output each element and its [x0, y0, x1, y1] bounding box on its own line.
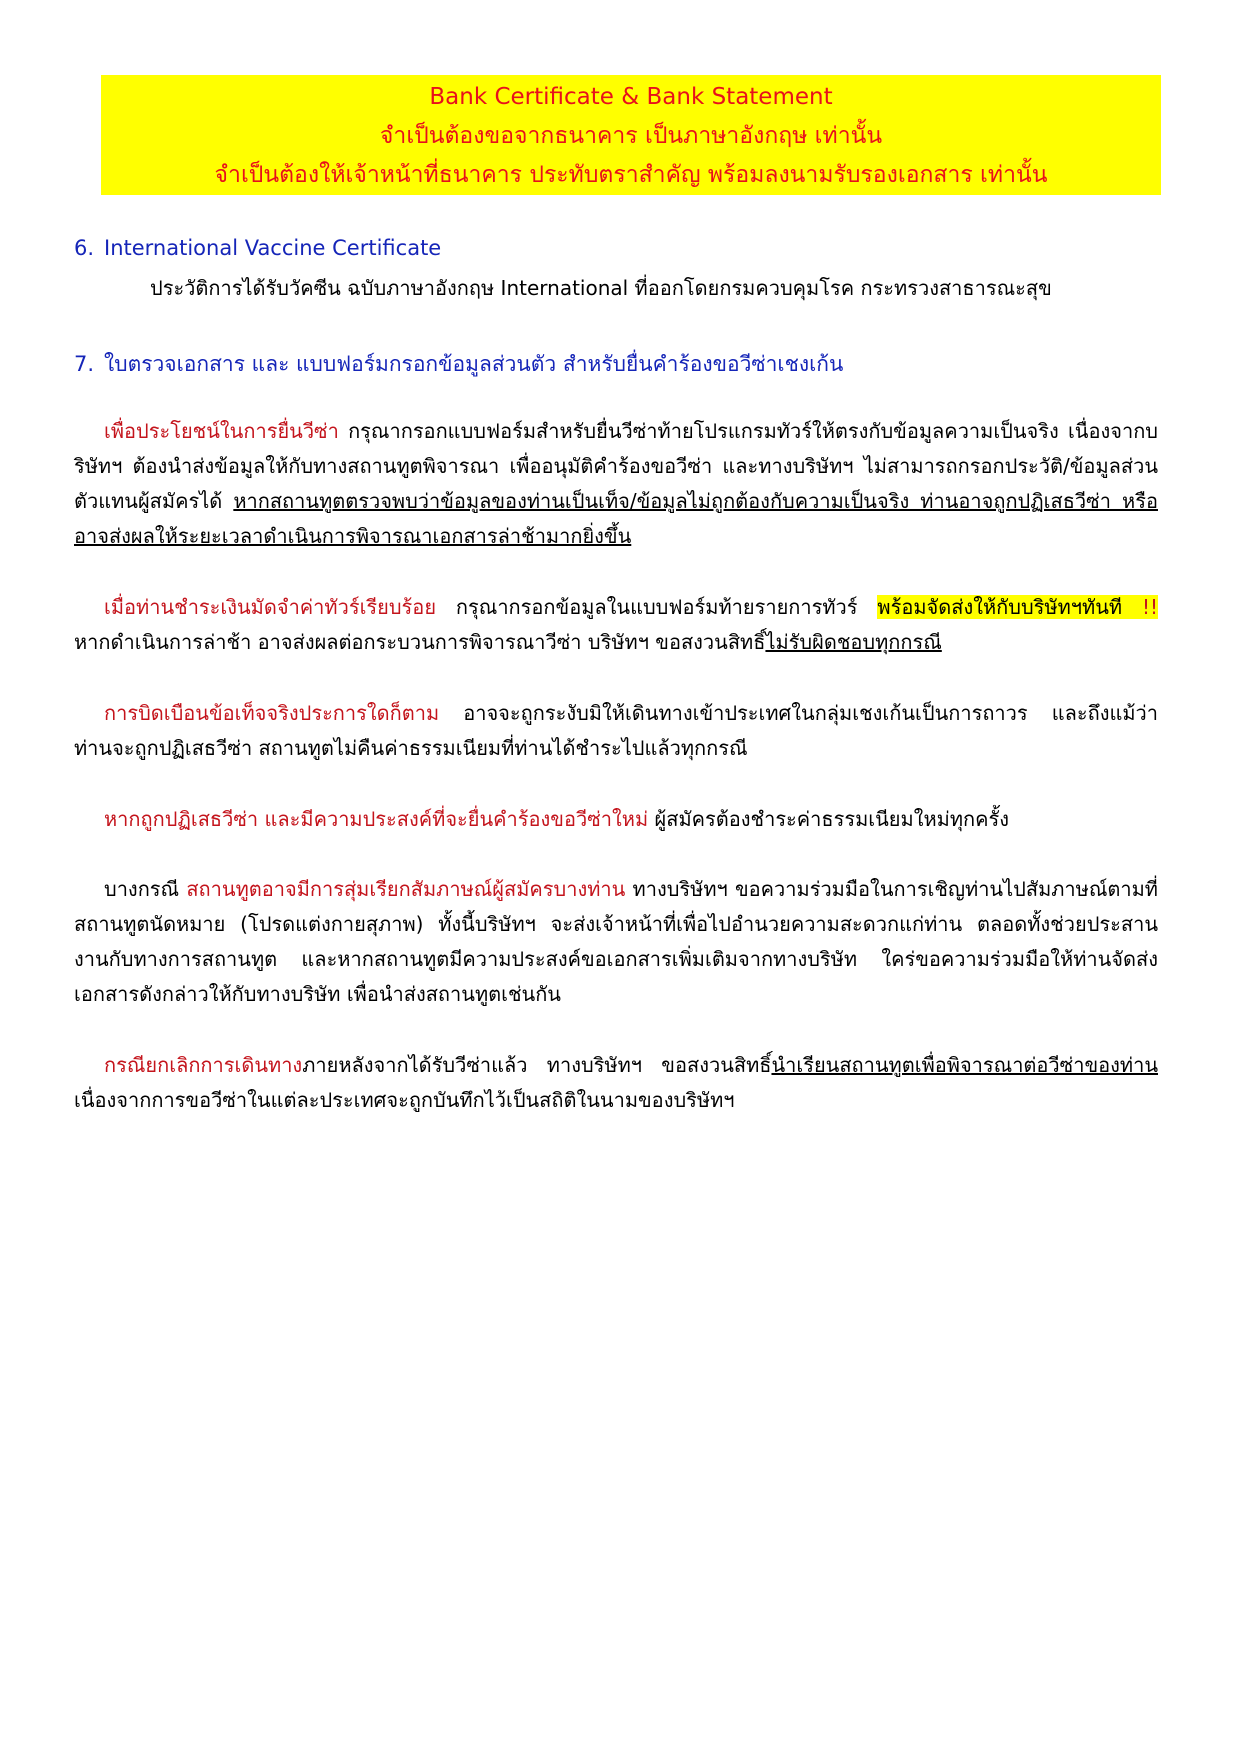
paragraph-visa-refused	[74, 802, 1158, 837]
p3-text: อาจจะถูกระงับมิให้เดินทางเข้าประเทศในกลุ่มเชงเก้นเป็นการถาวร และถึงแม้ว่าท่านจะถูกปฏิเสธวีซ่า สถานทูตไม่คืนค่าธรรมเนียมที่ท่านได้ชำระไปแล้วทุกกรณี	[74, 701, 1158, 760]
p6-text: ภายหลังจากได้รับวีซ่าแล้ว ทางบริษัทฯ ขอสงวนสิทธิ์	[302, 1053, 772, 1077]
notice-title: Bank Certificate & Bank Statement	[429, 84, 833, 110]
p3-lead: การบิดเบือนข้อเท็จจริงประการใดก็ตาม	[104, 701, 440, 725]
p1-lead: เพื่อประโยชน์ในการยื่นวีซ่า	[104, 419, 339, 443]
p1-underlined: หากสถานทูตตรวจพบว่าข้อมูลของท่านเป็นเท็จ/ข้อมูลไม่ถูกต้องกับความเป็นจริง ท่านอาจถูกปฏิเสธวีซ่า หรืออาจส่งผลให้ระยะเวลาดำเนินการพิจารณาเอกสารล่าช้ามากยิ่งขึ้น	[74, 489, 1158, 548]
notice-english-requirement: จำเป็นต้องขอจากธนาคาร เป็นภาษาอังกฤษ เท่านั้น	[379, 123, 883, 149]
paragraph-interview	[74, 872, 1158, 1012]
p4-lead: หากถูกปฏิเสธวีซ่า และมีความประสงค์ที่จะยื่นคำร้องขอวีซ่าใหม่	[104, 807, 649, 831]
p6-text2: เนื่องจากการขอวีซ่าในแต่ละประเทศจะถูกบันทึกไว้เป็นสถิติในนามของบริษัทฯ	[74, 1088, 735, 1112]
p2-highlight-bang: !!	[1141, 595, 1158, 619]
paragraph-deposit-paid	[74, 590, 1158, 660]
p5-lead: สถานทูตอาจมีการสุ่มเรียกสัมภาษณ์ผู้สมัครบางท่าน	[186, 877, 626, 901]
paragraph-visa-benefit	[74, 414, 1158, 554]
p2-underlined: ไม่รับผิดชอบทุกกรณี	[765, 630, 942, 654]
p6-underlined: นำเรียนสถานทูตเพื่อพิจารณาต่อวีซ่าของท่าน	[771, 1053, 1158, 1077]
p1-text: กรุณากรอกแบบฟอร์มสำหรับยื่นวีซ่าท้ายโปรแกรมทัวร์ให้ตรงกับข้อมูลความเป็นจริง เนื่องจากบริษัทฯ ต้องนำส่งข้อมูลให้กับทางสถานทูตพิจารณา เพื่ออนุมัติคำร้องขอวีซ่า และทางบริษัทฯ ไม่สามารถกรอกประวัติ/ข้อมูลส่วนตัวแทนผู้สมัครได้	[74, 419, 1158, 513]
paragraph-cancellation	[74, 1048, 1158, 1118]
p2-highlight: พร้อมจัดส่งให้กับบริษัทฯทันที !!	[877, 595, 1158, 619]
p2-lead: เมื่อท่านชำระเงินมัดจำค่าทัวร์เรียบร้อย	[104, 595, 437, 619]
paragraph-misrepresentation	[74, 696, 1158, 766]
p6-lead: กรณียกเลิกการเดินทาง	[104, 1053, 303, 1077]
notice-stamp-requirement: จำเป็นต้องให้เจ้าหน้าที่ธนาคาร ประทับตราสำคัญ พร้อมลงนามรับรองเอกสาร เท่านั้น	[214, 162, 1048, 188]
section-6-heading	[74, 236, 441, 260]
section-6-title: International Vaccine Certificate	[104, 236, 442, 260]
section-7-heading	[74, 348, 843, 381]
p2-text2: หากดำเนินการล่าช้า อาจส่งผลต่อกระบวนการพิจารณาวีซ่า บริษัทฯ ขอสงวนสิทธิ์	[74, 630, 766, 654]
p2-text: กรุณากรอกข้อมูลในแบบฟอร์มท้ายรายการทัวร์	[436, 595, 878, 619]
section-6-description: ประวัติการได้รับวัคซีน ฉบับภาษาอังกฤษ International ที่ออกโดยกรมควบคุมโรค กระทรวงสาธารณะสุข	[150, 276, 1052, 300]
p4-text: ผู้สมัครต้องชำระค่าธรรมเนียมใหม่ทุกครั้ง	[648, 807, 1010, 831]
p5-text: ทางบริษัทฯ ขอความร่วมมือในการเชิญท่านไปสัมภาษณ์ตามที่สถานทูตนัดหมาย (โปรดแต่งกายสุภาพ) ทั้งนี้บริษัทฯ จะส่งเจ้าหน้าที่เพื่อไปอำนวยความสะดวกแก่ท่าน ตลอดทั้งช่วยประสานงานกับทางการสถานทูต และหากสถานทูตมีความประสงค์ขอเอกสารเพิ่มเติมจากทางบริษัท ใคร่ขอความร่วมมือให้ท่านจัดส่งเอกสารดังกล่าวให้กับทางบริษัท เพื่อนำส่งสถานทูตเช่นกัน	[74, 877, 1158, 1006]
section-7-title: ใบตรวจเอกสาร และ แบบฟอร์มกรอกข้อมูลส่วนตัว สำหรับยื่นคำร้องขอวีซ่าเชงเก้น	[104, 352, 844, 376]
p5-pre: บางกรณี	[104, 877, 187, 901]
bank-document-notice	[101, 75, 1161, 195]
section-6-number: 6.	[74, 236, 95, 260]
section-7-number: 7.	[74, 352, 95, 376]
